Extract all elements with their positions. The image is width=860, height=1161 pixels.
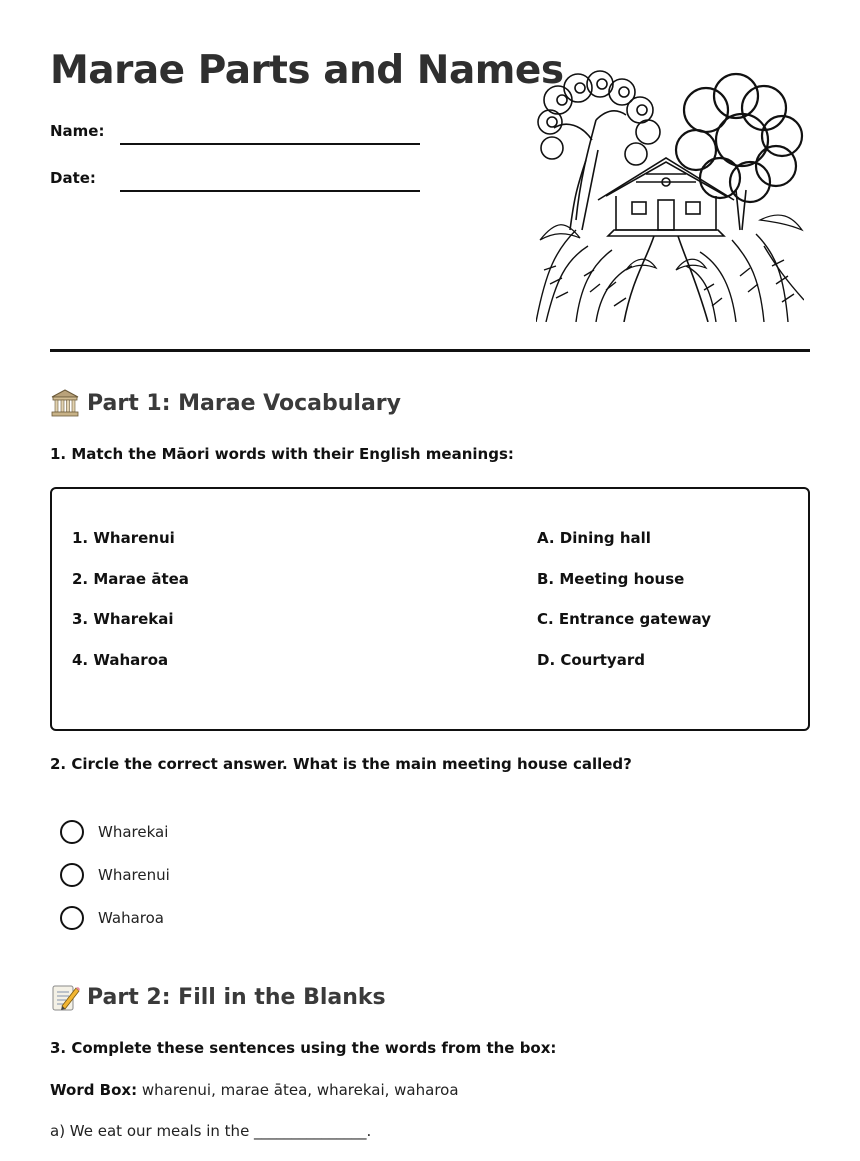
marae-landscape-illustration bbox=[536, 70, 804, 322]
answer-option[interactable] bbox=[60, 906, 164, 930]
part1-title: Part 1: Marae Vocabulary bbox=[87, 390, 401, 416]
radio-button[interactable] bbox=[60, 863, 84, 887]
classical-building-icon bbox=[50, 388, 80, 418]
word-box-label: Word Box: bbox=[50, 1081, 138, 1099]
part2-title: Part 2: Fill in the Blanks bbox=[87, 984, 386, 1010]
page-title: Marae Parts and Names bbox=[50, 48, 564, 93]
date-field[interactable] bbox=[120, 190, 420, 192]
radio-button[interactable] bbox=[60, 906, 84, 930]
header-divider bbox=[50, 349, 810, 352]
matching-box bbox=[50, 487, 810, 731]
name-field[interactable] bbox=[120, 143, 420, 145]
memo-pencil-icon bbox=[50, 982, 80, 1012]
question-3: 3. Complete these sentences using the words from the box: bbox=[50, 1039, 557, 1057]
part2-heading bbox=[50, 982, 386, 1012]
word-box bbox=[50, 1081, 459, 1099]
match-left-item: 3. Wharekai bbox=[72, 610, 174, 628]
match-left-item: 4. Waharoa bbox=[72, 651, 169, 669]
match-left-item: 2. Marae ātea bbox=[72, 570, 189, 588]
name-label: Name: bbox=[50, 122, 105, 140]
match-left-item: 1. Wharenui bbox=[72, 529, 175, 547]
question-1: 1. Match the Māori words with their English meanings: bbox=[50, 445, 514, 463]
option-label: Waharoa bbox=[98, 909, 164, 927]
answer-option[interactable] bbox=[60, 863, 170, 887]
answer-option[interactable] bbox=[60, 820, 168, 844]
match-right-item: C. Entrance gateway bbox=[537, 610, 712, 628]
match-right-item: B. Meeting house bbox=[537, 570, 685, 588]
part1-heading bbox=[50, 388, 401, 418]
option-label: Wharekai bbox=[98, 823, 169, 841]
match-right-item: D. Courtyard bbox=[537, 651, 645, 669]
match-right-item: A. Dining hall bbox=[537, 529, 651, 547]
sentence-a: a) We eat our meals in the _______________. bbox=[50, 1122, 372, 1140]
date-label: Date: bbox=[50, 169, 96, 187]
option-label: Wharenui bbox=[98, 866, 170, 884]
question-2: 2. Circle the correct answer. What is the main meeting house called? bbox=[50, 755, 632, 773]
word-box-words: wharenui, marae ātea, wharekai, waharoa bbox=[141, 1081, 459, 1099]
radio-button[interactable] bbox=[60, 820, 84, 844]
